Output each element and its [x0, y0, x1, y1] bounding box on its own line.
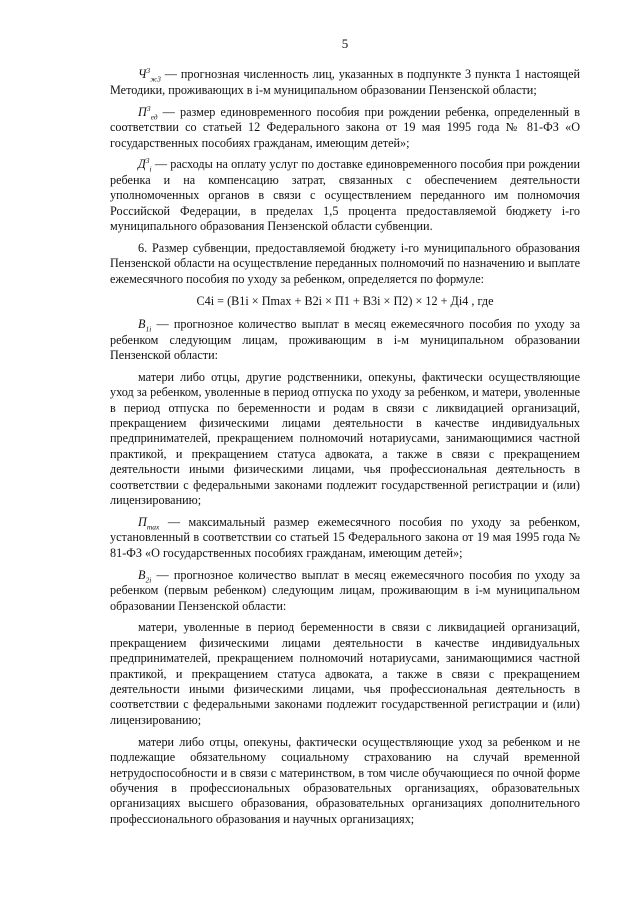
paragraph-p3: $П^3_{ед}$ — размер единовременного пособия при рождении ребенка, определенный в соответствии со статьей 12 Федерального закона от 19 мая 1995 года № 81-ФЗ «О государственных пособиях гражданам, имеющим детей»;: [110, 103, 580, 150]
paragraph-b1-list: матери либо отцы, другие родственники, опекуны, фактически осуществляющие уход за ребенком, уволенные в период отпуска по уходу за ребенком, и матери, уволенные в период отпуска по беременности и родам в связи с ликвидацией организаций, прекращением физическими лицами деятельности в качестве индивидуальных предпринимателей, прекращением полномочий нотариусами, занимающимися частной практикой, и прекращением статуса адвоката, а также в связи с прекращением деятельности иными физическими лицами, чья профессиональная деятельность в соответствии с федеральными законами подлежит государственной регистрации и (или) лицензированию;: [110, 369, 580, 508]
formula: C4i = (B1i × Пmax + B2i × П1 + B3i × П2) × 12 + Дi4 , где: [196, 293, 494, 308]
paragraph-pmax: $П_{max}$ — максимальный размер ежемесячного пособия по уходу за ребенком, установленный в соответствии со статьей 15 Федерального закона от 19 мая 1995 года № 81-ФЗ «О государственных пособиях гражданам, имеющим детей»;: [110, 514, 580, 560]
symbol-d: $Д^3_i$: [138, 156, 152, 174]
paragraph-b2-list-1: матери, уволенные в период беременности в связи с ликвидацией организаций, прекращением физическими лицами деятельности в качестве индивидуальных предпринимателей, прекращением полномочий нотариусами, занимающимися частной практикой, и прекращением статуса адвоката, а также в связи с прекращением деятельности иными физическими лицами, чья профессиональная деятельность в соответствии с федеральными законами подлежит государственной регистрации и (или) лицензированию;: [110, 620, 580, 727]
paragraph-b2-list-2: матери либо отцы, опекуны, фактически осуществляющие уход за ребенком и не подлежащие обязательному социальному страхованию на случай временной нетрудоспособности и в связи с материнством, в том числе обучающиеся по очной форме обучения в профессиональных образовательных организациях, образовательных организациях высшего образования, образовательных организациях дополнительного профессионального образования и научных организациях;: [110, 734, 580, 826]
symbol-b2: $B_{2i}$: [138, 567, 152, 585]
symbol-p: $П^3_{ед}$: [138, 103, 158, 122]
symbol-ch: $Ч^3_{ж3}$: [138, 66, 161, 84]
paragraph-d3: $Д^3_i$ — расходы на оплату услуг по доставке единовременного пособия при рождении ребенка и на компенсацию затрат, связанных с обеспечением деятельности уполномоченных органов в связи с осуществлением переданного им полномочия Российской Федерации, в пределах 1,5 процента предоставляемой бюджету i-го муниципального образования Пензенской области субвенции.: [110, 156, 580, 234]
paragraph-b1: $B_{1i}$ — прогнозное количество выплат в месяц ежемесячного пособия по уходу за ребенком следующим лицам, проживающим в i-м муниципальном образовании Пензенской области:: [110, 317, 580, 362]
paragraph-group-2: [110, 317, 580, 827]
symbol-b1: $B_{1i}$: [138, 317, 152, 334]
paragraph-item-6: 6. Размер субвенции, предоставляемой бюджету i-го муниципального образования Пензенской области на осуществление переданных полномочий по назначению и выплате ежемесячного пособия по уходу за ребенком, определяется по формуле:: [110, 240, 580, 286]
paragraph-b2: $B_{2i}$ — прогнозное количество выплат в месяц ежемесячного пособия по уходу за ребенком (первым ребенком) следующим лицам, проживающим в i-м муниципальном образовании Пензенской области:: [110, 567, 580, 613]
paragraph-ch3: $Ч^3_{ж3}$ — прогнозная численность лиц, указанных в подпункте 3 пункта 1 настоящей Методики, проживающих в i-м муниципальном образовании Пензенской области;: [110, 66, 580, 97]
paragraph-group-1: [110, 67, 580, 287]
page-number: 5: [341, 36, 349, 51]
symbol-pmax: $П_{max}$: [138, 514, 160, 532]
